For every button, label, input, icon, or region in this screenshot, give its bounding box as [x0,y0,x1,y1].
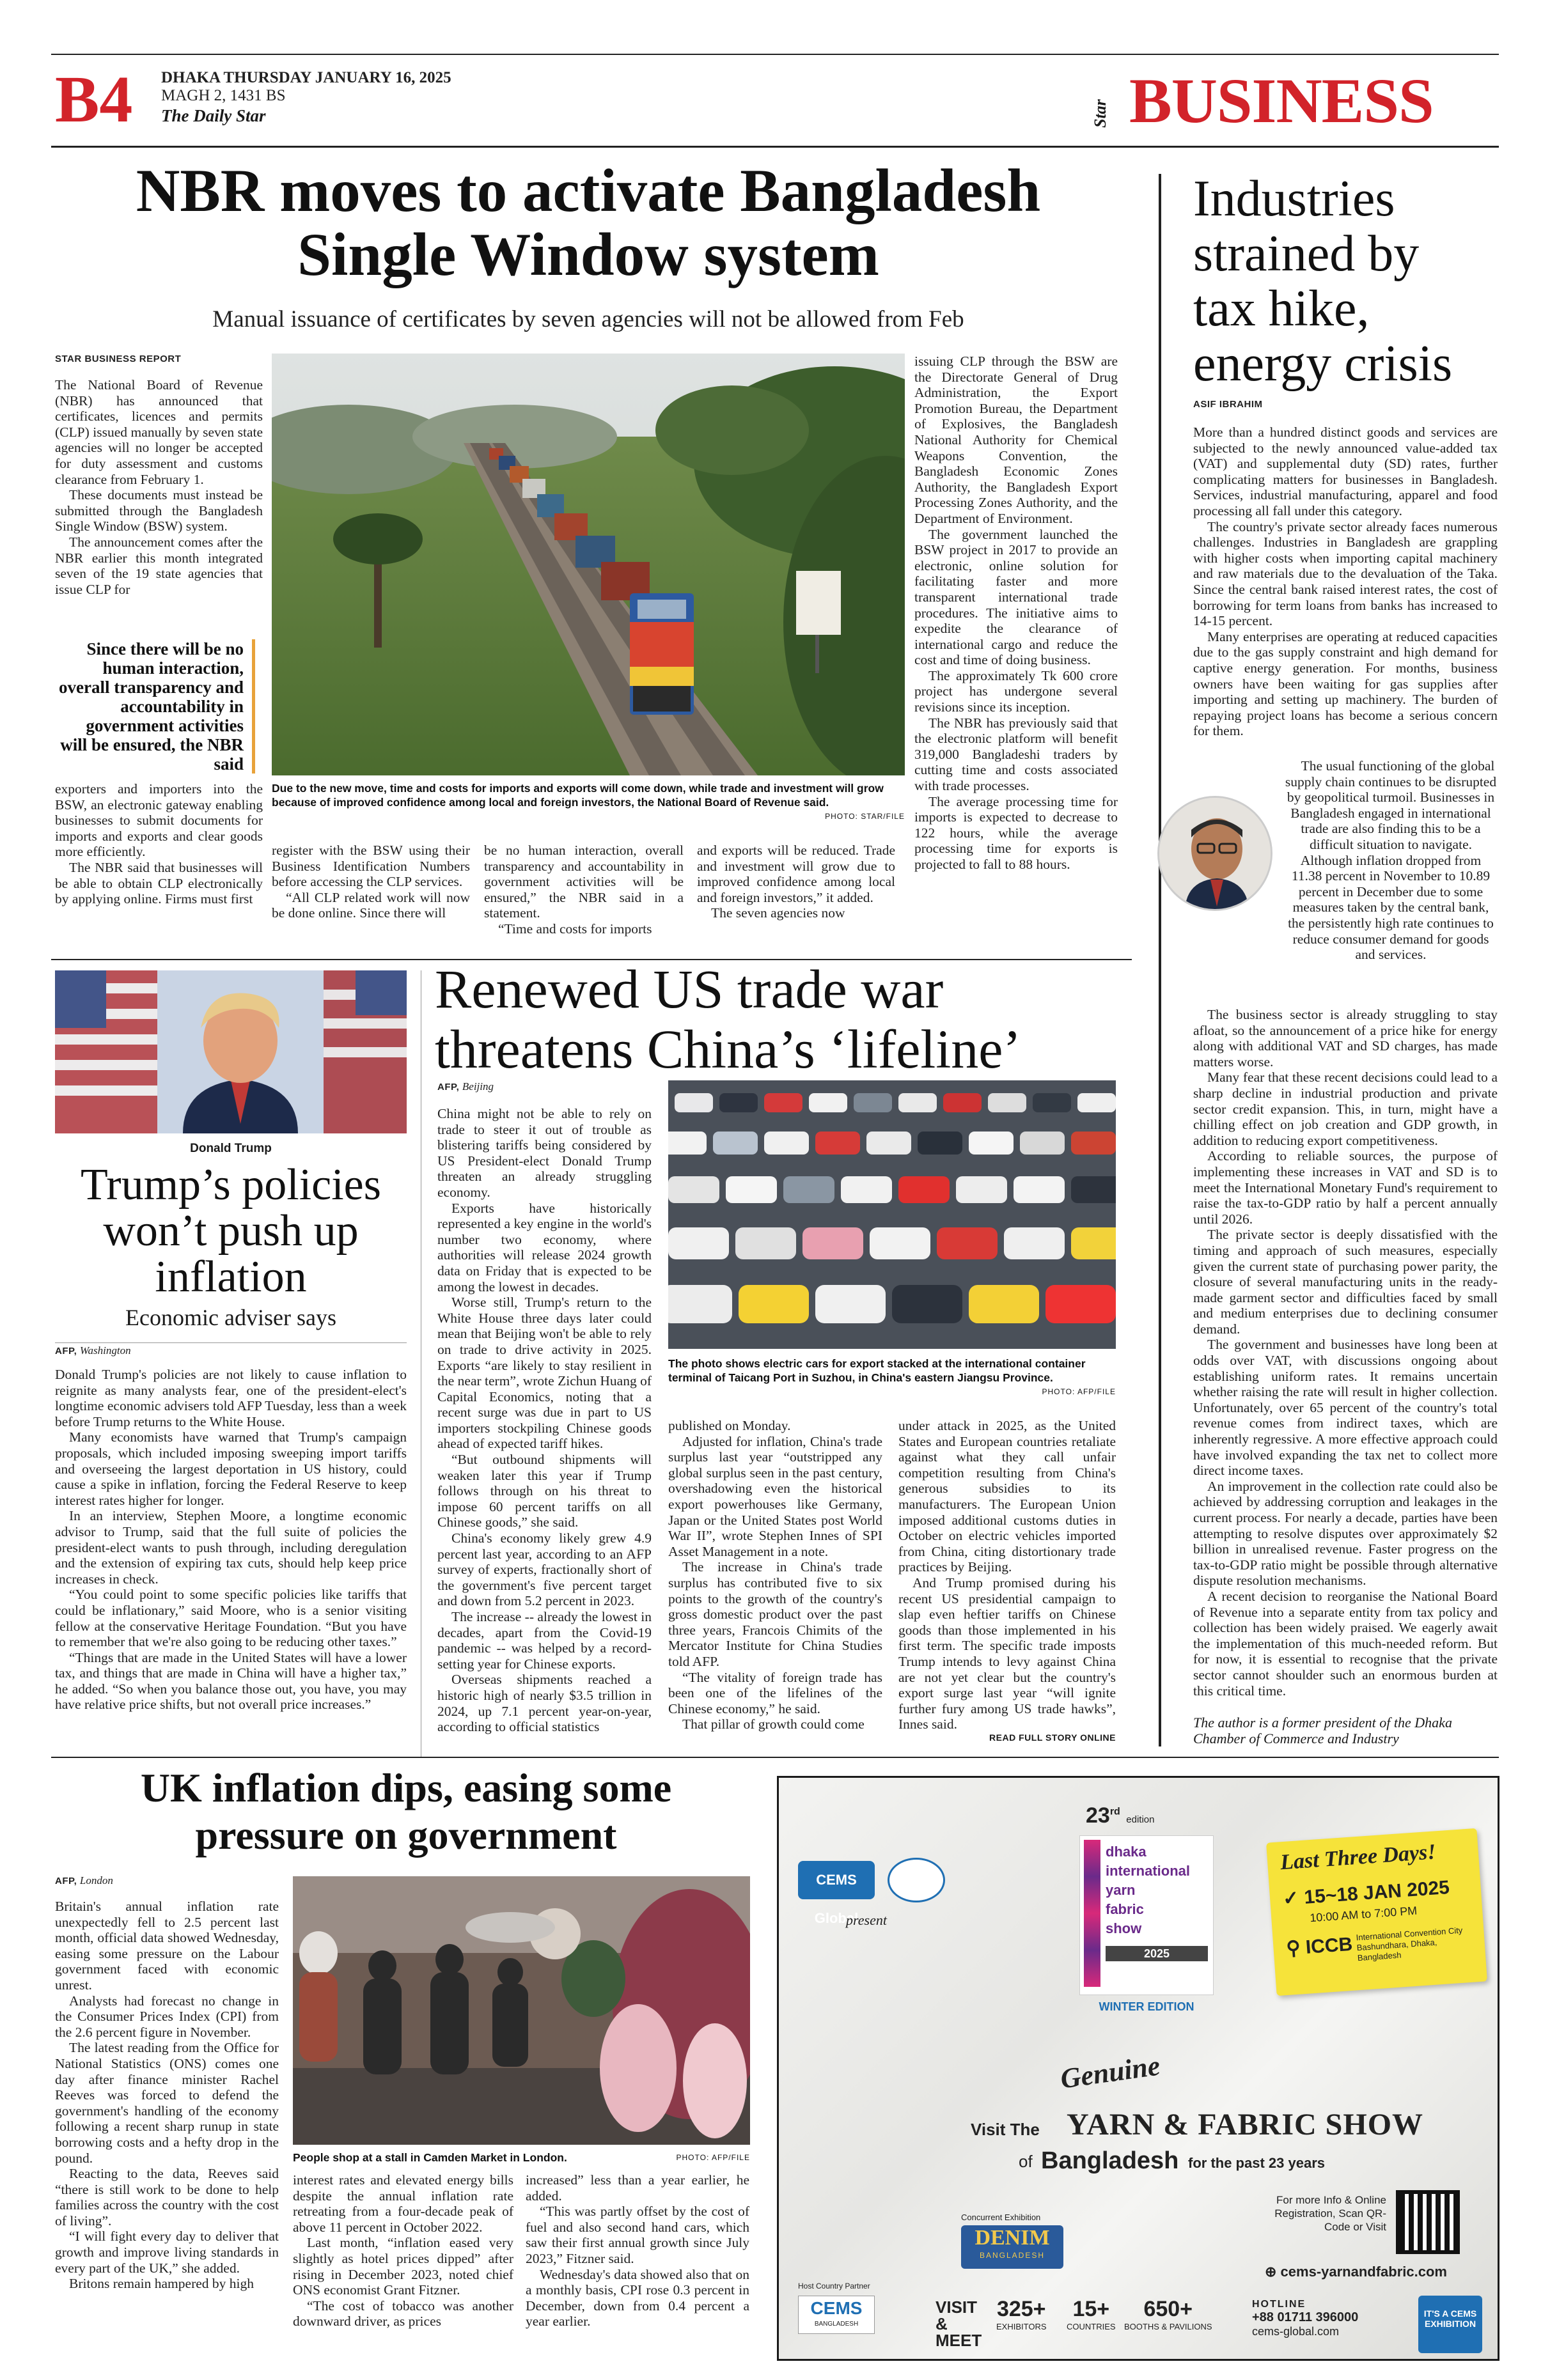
china-col1: China might not be able to rely on trade to steer it out of trouble as blistering tariffs being considered by US President-elect Donald Trump threaten an already struggling economy. Exports have historically represented a key engine in the world's number two economy, where authorities will release 2024 growth data on Friday that is expected to be among the lowest in decades. Worse still, Trump's return to the White House three days later could mean that Beijing won't be able to rely on trade to drive activity in 2025. Exports “are likely to stay resilient in the near term”, wrote Zichun Huang of Capital Economics, noting that a recent surge was due in part to US importers stockpiling Chinese goods ahead of expected tariff hikes. “But outbound shipments will weaken later this year if Trump follows through on his threat to impose 60 percent tariffs on all Chinese goods,” she said. China's economy likely grew 4.9 percent last year, according to an AFP survey of experts, fractionally short of the government's five percent target and down from 5.2 percent in 2023. The increase -- already the lowest in decades, apart from the Covid-19 pandemic -- was helped by a record-setting year for Chinese exports. Overseas shipments reached a historic high of nearly $3.5 trillion in 2024, up 7.1 percent year-on-year, according to official statistics [437,1106,652,1735]
cems-logo: CEMS BANGLADESH [798,2296,875,2334]
section-title: BUSINESS [1129,65,1434,136]
industries-byline: ASIF IBRAHIM [1193,399,1263,410]
stat-exhibitors: 325+ EXHIBITORS [996,2297,1047,2331]
uk-col2: interest rates and elevated energy bills despite the annual inflation rate retreating from a four-decade peak of above 11 percent in October 2022. Last month, “inflation eased very slightly as hotel prices dipped” after rising in December 2023, noted chief ONS economist Grant Fitzner. “The cost of tobacco was another downward driver, as prices [293,2172,513,2329]
more-info-text: For more Info & Online Registration, Scan QR-Code or Visit [1274,2194,1386,2233]
past-years-label: for the past 23 years [1188,2155,1325,2171]
venue-code: ⚲ ICCB [1285,1933,1354,1959]
trump-body: Donald Trump's policies are not likely to cause inflation to reignite as many analysts fear, one of the president-elect's longtime economic advisers told AFP Tuesday, less than a week before Trump returns to the White House. Many economists have warned that Trump's campaign proposals, which included imposing sweeping import tariffs and overseeing the largest deportation in US history, could cause a spike in inflation, forcing the Federal Reserve to keep interest rates higher for longer. In an interview, Stephen Moore, a longtime economic advisor to Trump, said that the full suite of policies the president-elect wants to push through, including deregulation and the extension of expiring tax cuts, should help keep price increases in check. “You could point to some specific policies like tariffs that could be inflationary,” said Moore, who is a senior visiting fellow at the conservative Heritage Foundation. “But you have to remember that we're also going to be reducing other taxes.” “Things that are made in the United States will have a lower tax, and things that are made in China will have a higher tax,” he added. “So when you balance those out, you have, you may have relative price shifts, but not overall price increases.” [55,1367,407,1713]
lead-col5: issuing CLP through the BSW are the Directorate General of Drug Administration, the Export Promotion Bureau, the Department of Explosives, the Bangladesh National Authority for Chemical Weapons Convention, the Bangladesh Economic Zones Authority, the Bangladesh Export Processing Zones Authority, and the Department of Environment. The government launched the BSW project in 2017 to provide an electronic, online solution for facilitating faster and more transparent international trade procedures. The initiative aims to expedite the clearance of international cargo and reduce the cost and time of doing business. The approximately Tk 600 crore project has undergone several revisions since its inception. The NBR has previously said that the electronic platform will benefit 319,000 Bangladeshi traders by cutting time and costs associated with trade processes. The average processing time for imports is expected to decrease to 122 hours, while the average processing time for exports is projected to fall to 88 hours. [914,354,1118,872]
uk-headline: UK inflation dips, easing some pressure on government [140,1765,672,1858]
winter-edition: WINTER EDITION [1099,2000,1194,2013]
trump-headline: Trump’s policies won’t push up inflation [81,1160,381,1302]
trump-photo-label: Donald Trump [190,1142,272,1155]
lead-col1-bottom: exporters and importers into the BSW, an electronic gateway enabling businesses to submit documents for imports and exports and clear goods more efficiently. The NBR said that businesses will be able to obtain CLP electronically by applying online. Firms must first [55,781,263,907]
lead-col1-top: The National Board of Revenue (NBR) has announced that certificates, licences and permits (CLP) issued manually by seven state agencies will no longer be accepted for duty assessment and customs clearance from February 1. These documents must instead be submitted through the Bangladesh Single Window (BSW) system. The announcement comes after the NBR earlier this month integrated seven of the 19 state agencies that issue CLP for [55,377,263,597]
trump-deck-rule [55,1342,407,1343]
cems-global-logo: CEMS Global [798,1861,875,1899]
industries-body-wrap: The usual functioning of the global supply chain continues to be disrupted by geopolitical turmoil. Businesses in Bangladesh engaged in international trade are also finding this to be a difficult situation to navigate. Although inflation dropped from 11.38 percent in November to 10.89 percent in December due to some measures taken by the central bank, the persistently high rate continues to reduce consumer demand for goods and services. [1285,758,1497,963]
genuine-label: Genuine [1058,2049,1162,2095]
industries-body-top: More than a hundred distinct goods and services are subjected to the newly announced value-added tax (VAT) and supplemental duty (SD) rates, further complicating matters for businesses in Bangladesh. Services, industrial manufacturing, apparel and food processing all fall under this category. The country's private sector already faces numerous challenges. Industries in Bangladesh are grappling with higher costs when importing capital machinery and raw materials due to the devaluation of the Taka. Since the central bank raised interest rates, the cost of borrowing for term loans from banks has increased to 14-15 percent. Many enterprises are operating at reduced capacities due to the gas supply constraint and high demand for captive energy generation. For months, business owners have been waiting for gas supplies after importing and setting up machinery. The burden of repaying project loans has become a serious concern for them. [1193,424,1498,739]
china-col3: under attack in 2025, as the United States and European countries retaliate against what they call unfair competition resulting from China's generous subsidies to its manufacturers. The European Union imposed additional customs duties in October on electric vehicles imported from China, citing distortionary trade practices by Beijing. And Trump promised during his recent US presidential campaign to slap even heftier tariffs on Chinese goods than those implemented in his first term. The specific trade imposts Trump intends to levy against China are not yet clear but the country's export surge last year “will ignite further fury among US trade hawks”, Innes said. [898,1418,1116,1732]
yarn-fabric-show-ad[interactable] [777,1776,1499,2361]
trump-deck: Economic adviser says [125,1305,336,1330]
partner-seal-icon [888,1858,945,1902]
lead-pullquote: Since there will be no human interaction, overall transparency and accountability in government activities will be ensured, the NBR said [59,639,244,774]
author-photo [1157,796,1272,911]
trump-byline: AFP, Washington [55,1344,131,1357]
page-number: B4 [55,63,133,136]
china-caption: The photo shows electric cars for export stacked at the international container terminal of Taicang Port in Suzhou, in China's eastern Jiangsu Province. PHOTO: AFP/FILE [668,1357,1116,1396]
lead-caption: Due to the new move, time and costs for imports and exports will come down, while trade and investment will grow because of improved confidence among local and foreign investors, the National Board of Revenue said. PHOTO: STAR/FILE [272,782,905,821]
uk-col1: Britain's annual inflation rate unexpectedly fell to 2.5 percent last month, official data showed Wednesday, easing some pressure on the Labour government faced with economic unrest. Analysts had forecast no change in the Consumer Prices Index (CPI) from the 2.6 percent figure in November. The latest reading from the Office for National Statistics (ONS) comes one day after finance minister Rachel Reeves was forced to defend the government's handling of the economy following a recent sharp runup in state borrowing costs and a hefty drop in the pound. Reacting to the data, Reeves said “there is still work to be done to help families across the country with the cost of living”. “I will fight every day to deliver that growth and improve living standards in every part of the UK,” she added. Britons remain hampered by high [55,1899,279,2292]
lead-col3: be no human interaction, overall transparency and accountability in government activities will be ensured,” the NBR said in a statement. “Time and costs for imports [484,843,684,937]
china-byline: AFP, Beijing [437,1080,494,1093]
opinion-column-rule [1159,174,1161,1746]
hotline[interactable]: HOTLINE +88 01711 396000 cems-global.com [1252,2299,1359,2338]
stat-countries: 15+ COUNTRIES [1067,2297,1116,2331]
date-line: DHAKA THURSDAY JANUARY 16, 2025 [161,69,451,86]
pullquote-bar [252,639,255,774]
host-partner-label: Host Country Partner [798,2282,870,2291]
paper-logo: The Daily Star [161,106,266,125]
uk-caption: People shop at a stall in Camden Market in London. PHOTO: AFP/FILE [293,2151,750,2164]
lead-deck: Manual issuance of certificates by seven agencies will not be allowed from Feb [212,306,964,332]
qr-code[interactable] [1396,2190,1460,2254]
china-read-full-link[interactable]: READ FULL STORY ONLINE [989,1732,1116,1743]
masthead-top-rule [51,54,1499,55]
uk-photo-market [293,1876,750,2145]
stat-booths: 650+ BOOTHS & PAVILIONS [1124,2297,1212,2331]
china-col2: published on Monday. Adjusted for inflation, China's trade surplus last year “outstripped any global surplus seen in the past century, overshadowing even the historical export powerhouses like Germany, Japan or the United States post World War II”, wrote Stephen Innes of SPI Asset Management in a note. The increase in China's trade surplus has contributed five to six points to the growth of the country's gross domestic product over the past three years, Francois Chimits of the Mercator Institute for China Studies told AFP. “The vitality of foreign trade has been one of the lifelines of the Chinese economy,” he said. That pillar of growth could come [668,1418,882,1732]
industries-body-bottom: The business sector is already struggling to stay afloat, so the announcement of a price hike for energy along with additional VAT and SD charges, has made matters worse. Many fear that these recent decisions could lead to a sharp decline in industrial production and private sector credit expansion. This, in turn, might have a chilling effect on job creation and GDP growth, in addition to reducing export competitiveness. According to reliable sources, the purpose of implementing these increases in VAT and SD is to meet the International Monetary Fund's requirement to raise the tax-to-GDP ratio by half a percent annually until 2026. The private sector is deeply dissatisfied with the timing and approach of such measures, especially given the current state of purchasing power parity, the closure of several manufacturing units in the ready-made garment sector and difficulties faced by small and medium enterprises due to declining consumer demand. The government and businesses have long been at odds over VAT, with discussions ongoing about establishing uniform rates. It remains uncertain whether raising the rate will result in higher collection. Unfortunately, over 65 percent of the country's total revenue comes from indirect taxes, which are inherently regressive. A more effective approach could have involved expanding the tax net to collect more direct income taxes. An improvement in the collection rate could also be achieved by addressing corruption and leakages in the current process. For nearly a decade, parties have been attempting to resolve disputes over approximately $2 billion in unrealised revenue. Faster progress on the tax-to-GDP ratio might be possible through alternative dispute resolution mechanisms. A recent decision to reorganise the National Board of Revenue into a separate entity from tax policy and collection has been widely praised. We eagerly await the implementation of this much-needed reform. But for now, it is essential to recognise that the private sector cannot shoulder such an enormous burden at this critical time. [1193,1007,1498,1699]
uk-col3: increased” less than a year earlier, he added. “This was partly offset by the cost of fuel and also second hand cars, which saw their first annual growth since July 2023,” Fitzner said. Wednesday's data showed also that on a monthly basis, CPI rose 0.3 percent in December, down from 0.4 percent a year earlier. [526,2172,749,2329]
bangladesh-label: Bangladesh [1041,2147,1179,2174]
masthead-bottom-rule [51,146,1499,148]
dates-card: Last Three Days! ✓ 15~18 JAN 2025 10:00 AM to 7:00 PM ⚲ ICCB International Convention City Bashundhara, Dhaka, Bangladesh [1266,1828,1487,1996]
lead-byline: STAR BUSINESS REPORT [55,354,182,364]
of-label: of [1019,2152,1033,2171]
bs-date-line: MAGH 2, 1431 BS [161,87,286,104]
lead-photo-train [272,354,905,775]
lead-col2: register with the BSW using their Business Identification Numbers before accessing the CLP services. “All CLP related work will now be done online. Since there will [272,843,470,921]
show-logo: dhaka international yarn fabric show 2025 [1079,1835,1214,1995]
present-label: present [846,1912,887,1928]
yarn-fabric-title: YARN & FABRIC SHOW [1067,2108,1424,2142]
visit-the-label: Visit The [971,2120,1040,2139]
lead-headline: NBR moves to activate Bangladesh Single Window system [136,157,1041,288]
website-link[interactable]: ⊕ cems-yarnandfabric.com [1265,2264,1447,2280]
china-photo-cars [668,1080,1116,1349]
concurrent-label: Concurrent Exhibition [961,2213,1041,2222]
dates-text: ✓ 15~18 JAN 2025 [1282,1877,1450,1910]
cems-exhibition-badge: IT'S A CEMS EXHIBITION [1418,2296,1482,2353]
industries-headline: Industries strained by tax hike, energy crisis [1193,171,1453,392]
visit-meet: VISIT & MEET [935,2298,982,2350]
author-note: The author is a former president of the Dhaka Chamber of Commerce and Industry [1193,1715,1452,1746]
uk-byline: AFP, London [55,1874,113,1886]
edition-label: 23rd edition [1086,1803,1155,1828]
bottom-section-rule [51,1757,1499,1758]
china-headline: Renewed US trade war threatens China’s ‘lifeline’ [435,958,1022,1080]
denim-logo: DENIM BANGLADESH [961,2225,1063,2269]
trump-photo [55,970,407,1133]
lead-col4: and exports will be reduced. Trade and investment will grow due to improved confidence among local and foreign investors,” it added. The seven agencies now [697,843,895,921]
